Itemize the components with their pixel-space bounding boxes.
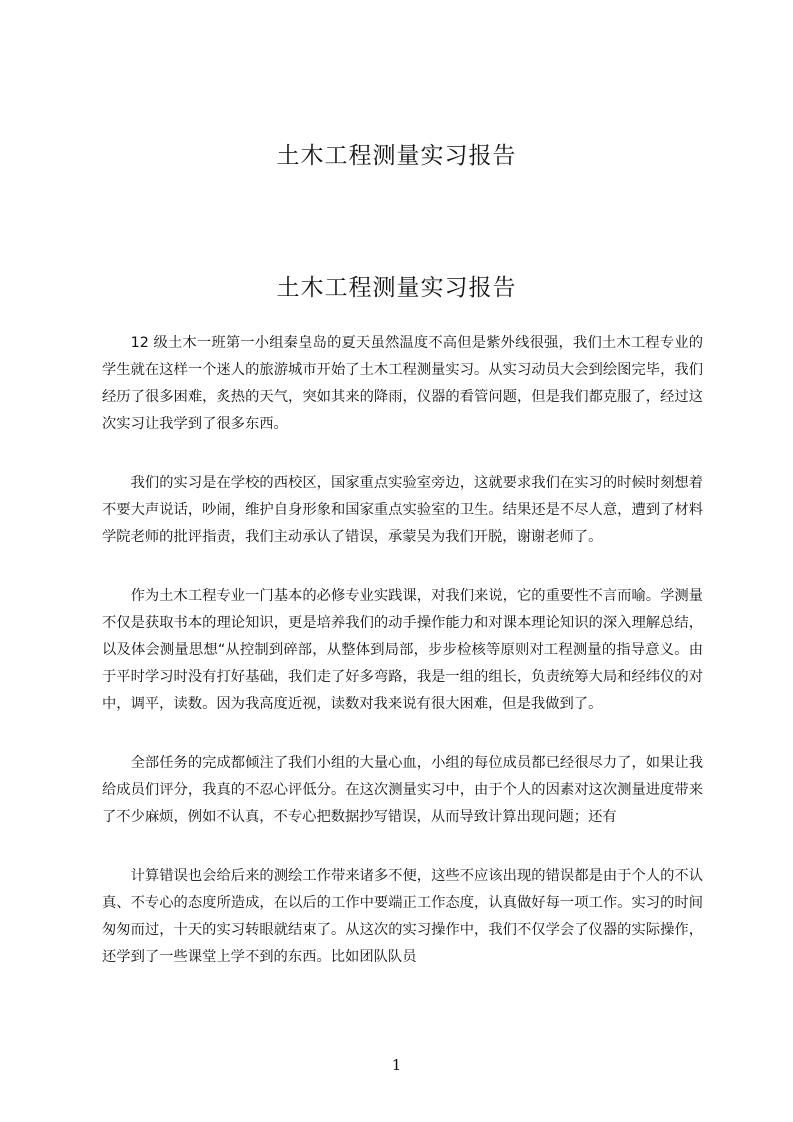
paragraph-lessons: 计算错误也会给后来的测绘工作带来诸多不便，这些不应该出现的错误都是由于个人的不认真、不专心的态度所造成，在以后的工作中要端正工作态度，认真做好每一项工作。实习的时间匆匆而过，十天的实习转眼就结束了。从这次的实习操作中，我们不仅学会了仪器的实际操作，还学到了一些课堂上学不到的东西。比如团队队员 xyxy=(102,868,703,965)
page-number: 1 xyxy=(391,1056,402,1074)
paragraph-importance: 作为土木工程专业一门基本的必修专业实践课，对我们来说，它的重要性不言而喻。学测量不仅是获取书本的理论知识，更是培养我们的动手操作能力和对课本理论知识的深入理解总结，以及体会测量思想“从控制到碎部，从整体到局部，步步检核等原则对工程测量的指导意义。由于平时学习时没有打好基础，我们走了好多弯路，我是一组的组长，负责统筹大局和经纬仪的对中，调平，读数。因为我高度近视，读数对我来说有很大困难，但是我做到了。 xyxy=(102,588,703,712)
report-body xyxy=(102,330,703,1003)
paragraph-intro: 12 级土木一班第一小组秦皇岛的夏天虽然温度不高但是紫外线很强，我们土木工程专业的学生就在这样一个迷人的旅游城市开始了土木工程测量实习。从实习动员大会到绘图完毕，我们经历了很多困难，炙热的天气，突如其来的降雨，仪器的看管问题，但是我们都克服了，经过这次实习让我学到了很多东西。 xyxy=(102,335,703,432)
report-heading: 土木工程测量实习报告 xyxy=(276,275,517,301)
paragraph-teamwork: 全部任务的完成都倾注了我们小组的大量心血，小组的每位成员都已经很尽力了，如果让我给成员们评分，我真的不忍心评低分。在这次测量实习中，由于个人的因素对这次测量进度带来了不少麻烦，例如不认真，不专心把数据抄写错误，从而导致计算出现问题；还有 xyxy=(102,755,703,825)
cover-title: 土木工程测量实习报告 xyxy=(276,143,517,169)
paragraph-location: 我们的实习是在学校的西校区，国家重点实验室旁边，这就要求我们在实习的时候时刻想着不要大声说话，吵闹，维护自身形象和国家重点实验室的卫生。结果还是不尽人意，遭到了材料学院老师的批评指责，我们主动承认了错误，承蒙吴为我们开脱，谢谢老师了。 xyxy=(102,475,703,545)
